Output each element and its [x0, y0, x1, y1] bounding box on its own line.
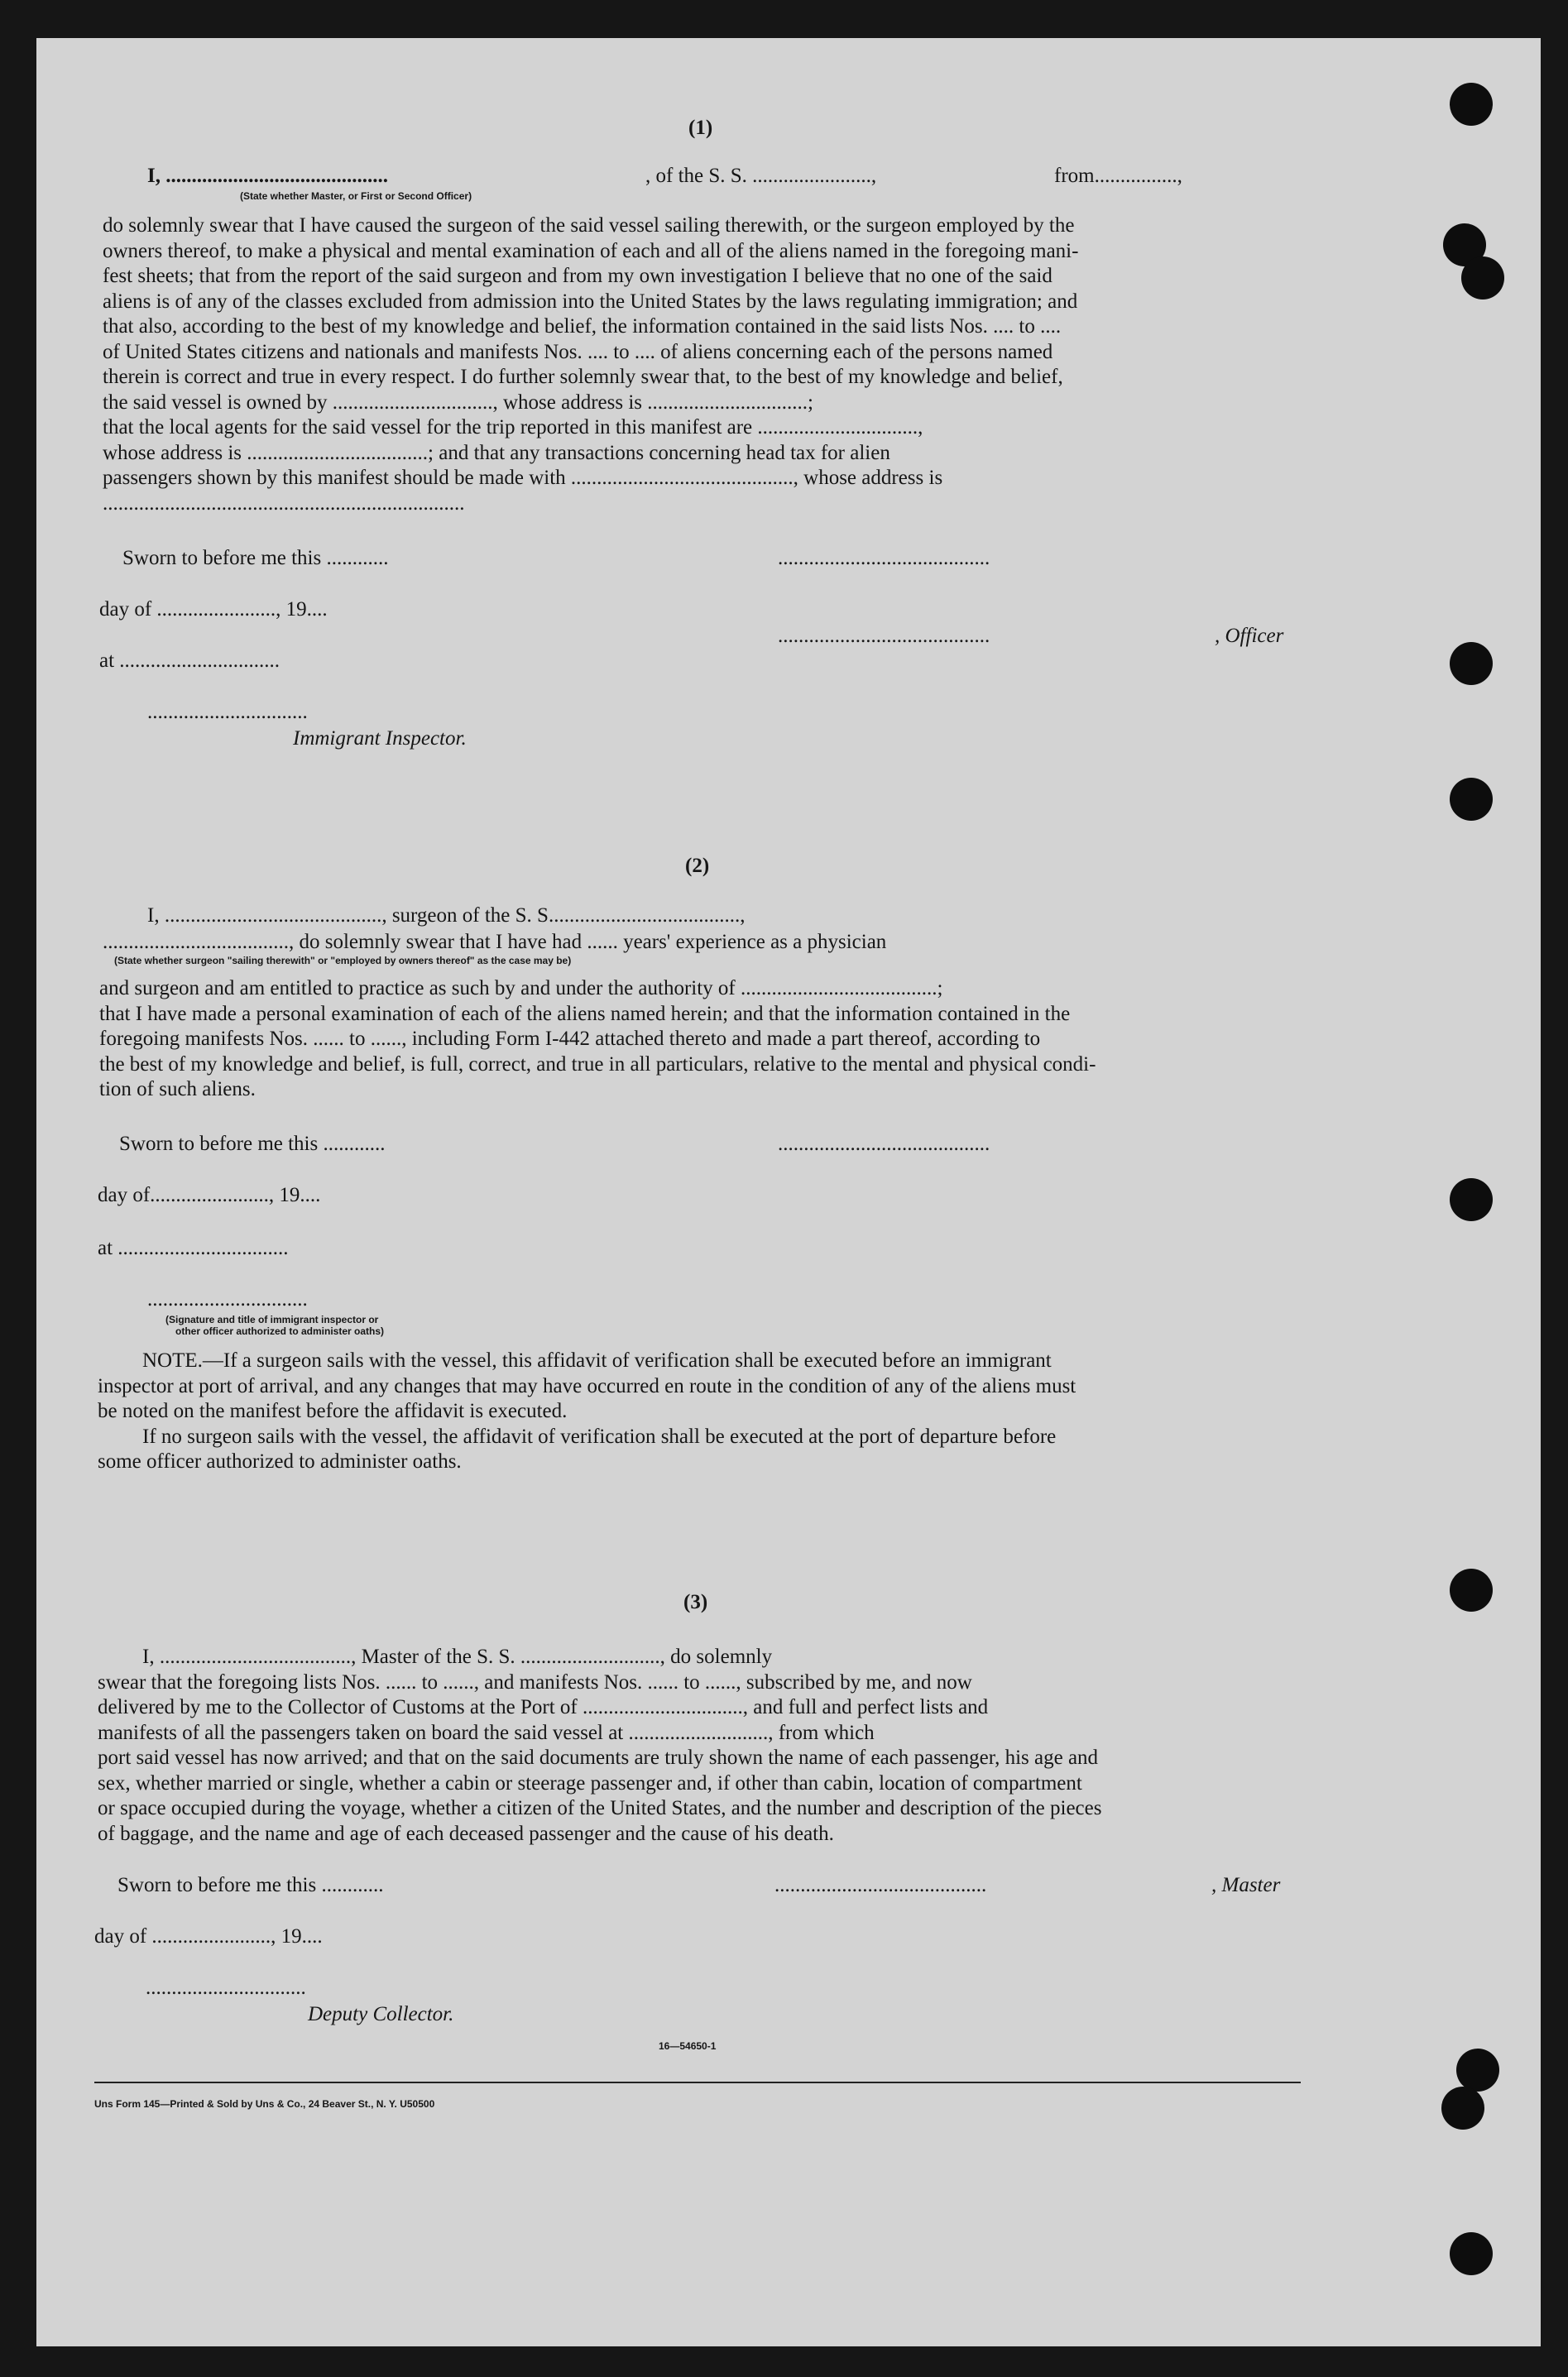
form-code: 16—54650-1 [659, 2040, 717, 2052]
sec3-sworn: Sworn to before me this ............ [117, 1874, 384, 1896]
sec1-line1-right: from................, [1054, 165, 1182, 187]
sec3-line: I, ....................................., Master of the S. S. ..........................., do solemnly [142, 1646, 773, 1668]
sec3-line: of baggage, and the name and age of each deceased passenger and the cause of his death. [98, 1822, 834, 1845]
sec3-line: manifests of all the passengers taken on board the said vessel at ..........................., from which [98, 1721, 875, 1744]
note-line: inspector at port of arrival, and any changes that may have occurred en route in the condition of any of the aliens must [98, 1374, 1077, 1397]
sec1-at: at ............................... [99, 649, 281, 672]
sec3-line: or space occupied during the voyage, whether a citizen of the United States, and the number and description of the pieces [98, 1797, 1102, 1819]
punch-hole [1461, 256, 1504, 300]
sec2-line: the best of my knowledge and belief, is full, correct, and true in all particulars, relative to the mental and physical condi- [99, 1052, 1096, 1076]
sec3-collector-label: Deputy Collector. [308, 2003, 454, 2025]
sec1-officer-top-dots: ......................................... [778, 547, 990, 569]
sec1-officer-label: , Officer [1215, 625, 1284, 647]
sec2-line: tion of such aliens. [99, 1078, 256, 1100]
sec1-line1-left: I, ........................................... [147, 165, 388, 187]
punch-hole [1450, 2232, 1493, 2275]
sec2-hint: (State whether surgeon "sailing therewith" or "employed by owners thereof" as the case may be) [114, 955, 572, 966]
sec3-body [98, 1645, 1301, 1847]
sec1-line: that the local agents for the said vessel for the trip reported in this manifest are ..............................., [103, 416, 923, 438]
sec3-master-dots: ......................................... [774, 1874, 987, 1896]
sec3-line: delivered by me to the Collector of Customs at the Port of ..............................., and full and perfect lists and [98, 1696, 989, 1718]
sec3-line: sex, whether married or single, whether a cabin or steerage passenger and, if other than cabin, location of compartment [98, 1771, 1082, 1795]
sec2-line: and surgeon and am entitled to practice as such by and under the authority of ......................................; [99, 977, 943, 999]
sec2-sig-hint-1: (Signature and title of immigrant inspector or [165, 1314, 379, 1325]
sec3-signature-dots: ............................... [146, 1977, 306, 1999]
sec2-sig-hint-2: other officer authorized to administer oaths) [175, 1325, 385, 1337]
note-line: be noted on the manifest before the affidavit is executed. [98, 1400, 568, 1422]
section-2-number: (2) [685, 855, 710, 877]
punch-hole [1450, 778, 1493, 821]
sec3-master-label: , Master [1211, 1874, 1281, 1896]
sec1-line1-mid: , of the S. S. ......................., [645, 165, 877, 187]
note-line: NOTE.—If a surgeon sails with the vessel, this affidavit of verification shall be executed before an immigrant [142, 1349, 1052, 1372]
sec1-body [103, 213, 1301, 516]
punch-hole [1450, 83, 1493, 126]
sec1-line: of United States citizens and nationals and manifests Nos. .... to .... of aliens concerning each of the persons named [103, 340, 1053, 363]
sec2-line1: I, .........................................., surgeon of the S. S....................................., [147, 904, 746, 927]
sec2-note [98, 1349, 1301, 1475]
sec1-inspector-label: Immigrant Inspector. [293, 727, 467, 750]
punch-hole [1450, 1569, 1493, 1612]
sec1-line: owners thereof, to make a physical and mental examination of each and all of the aliens named in the foregoing mani- [103, 239, 1079, 262]
sec1-line: passengers shown by this manifest should be made with ..........................................., whose address is [103, 467, 943, 489]
sec1-signature-dots: ............................... [147, 701, 308, 723]
sec3-line: swear that the foregoing lists Nos. ...... to ......, and manifests Nos. ...... to ......, subscribed by me, and now [98, 1670, 972, 1694]
sec2-line: that I have made a personal examination of each of the aliens named herein; and that the information contained in the [99, 1002, 1071, 1025]
sec3-dayof: day of ......................., 19.... [94, 1925, 323, 1948]
punch-hole [1441, 2087, 1484, 2130]
footer-rule [94, 2082, 1301, 2083]
sec2-dayof: day of......................., 19.... [98, 1184, 321, 1206]
sec1-line: that also, according to the best of my knowledge and belief, the information contained in the said lists Nos. .... to .... [103, 315, 1062, 338]
section-3-number: (3) [683, 1591, 708, 1613]
sec3-line: port said vessel has now arrived; and that on the said documents are truly shown the name of each passenger, his age and [98, 1747, 1099, 1769]
sec2-line2: ...................................., do solemnly swear that I have had ...... years' experience as a physician [103, 931, 887, 953]
sec2-sworn: Sworn to before me this ............ [119, 1133, 386, 1155]
sec2-body [99, 976, 1301, 1103]
printer-imprint: Uns Form 145—Printed & Sold by Uns & Co., 24 Beaver St., N. Y. U50500 [94, 2098, 435, 2110]
sec2-sig-top-dots: ......................................... [778, 1133, 990, 1155]
note-line: some officer authorized to administer oaths. [98, 1450, 462, 1473]
sec1-line: the said vessel is owned by ..............................., whose address is ...............................; [103, 391, 813, 414]
sec1-line: whose address is ...................................; and that any transactions concerning head tax for alien [103, 441, 890, 464]
sec1-sworn: Sworn to before me this ............ [122, 547, 389, 569]
sec1-line: do solemnly swear that I have caused the surgeon of the said vessel sailing therewith, or the surgeon employed by the [103, 214, 1075, 237]
sec2-line: foregoing manifests Nos. ...... to ......, including Form I-442 attached thereto and made a part thereof, according to [99, 1028, 1041, 1050]
sec2-signature-dots: ............................... [147, 1288, 308, 1311]
sec1-line: aliens is of any of the classes excluded from admission into the United States by the laws regulating immigration; and [103, 290, 1078, 313]
sec1-line: therein is correct and true in every respect. I do further solemnly swear that, to the best of my knowledge and belief, [103, 366, 1063, 388]
sec1-line: ...................................................................... [103, 491, 465, 515]
punch-hole [1456, 2049, 1499, 2092]
section-1-number: (1) [688, 117, 713, 139]
sec1-line: fest sheets; that from the report of the said surgeon and from my own investigation I believe that no one of the said [103, 265, 1053, 287]
sec2-at: at ................................. [98, 1237, 289, 1259]
sec1-officer-dots: ......................................... [778, 625, 990, 647]
note-line: If no surgeon sails with the vessel, the affidavit of verification shall be executed at the port of departure before [142, 1425, 1057, 1448]
punch-hole [1450, 1178, 1493, 1221]
sec1-dayof: day of ......................., 19.... [99, 598, 328, 621]
sec1-hint: (State whether Master, or First or Second Officer) [240, 190, 472, 202]
punch-hole [1450, 642, 1493, 685]
